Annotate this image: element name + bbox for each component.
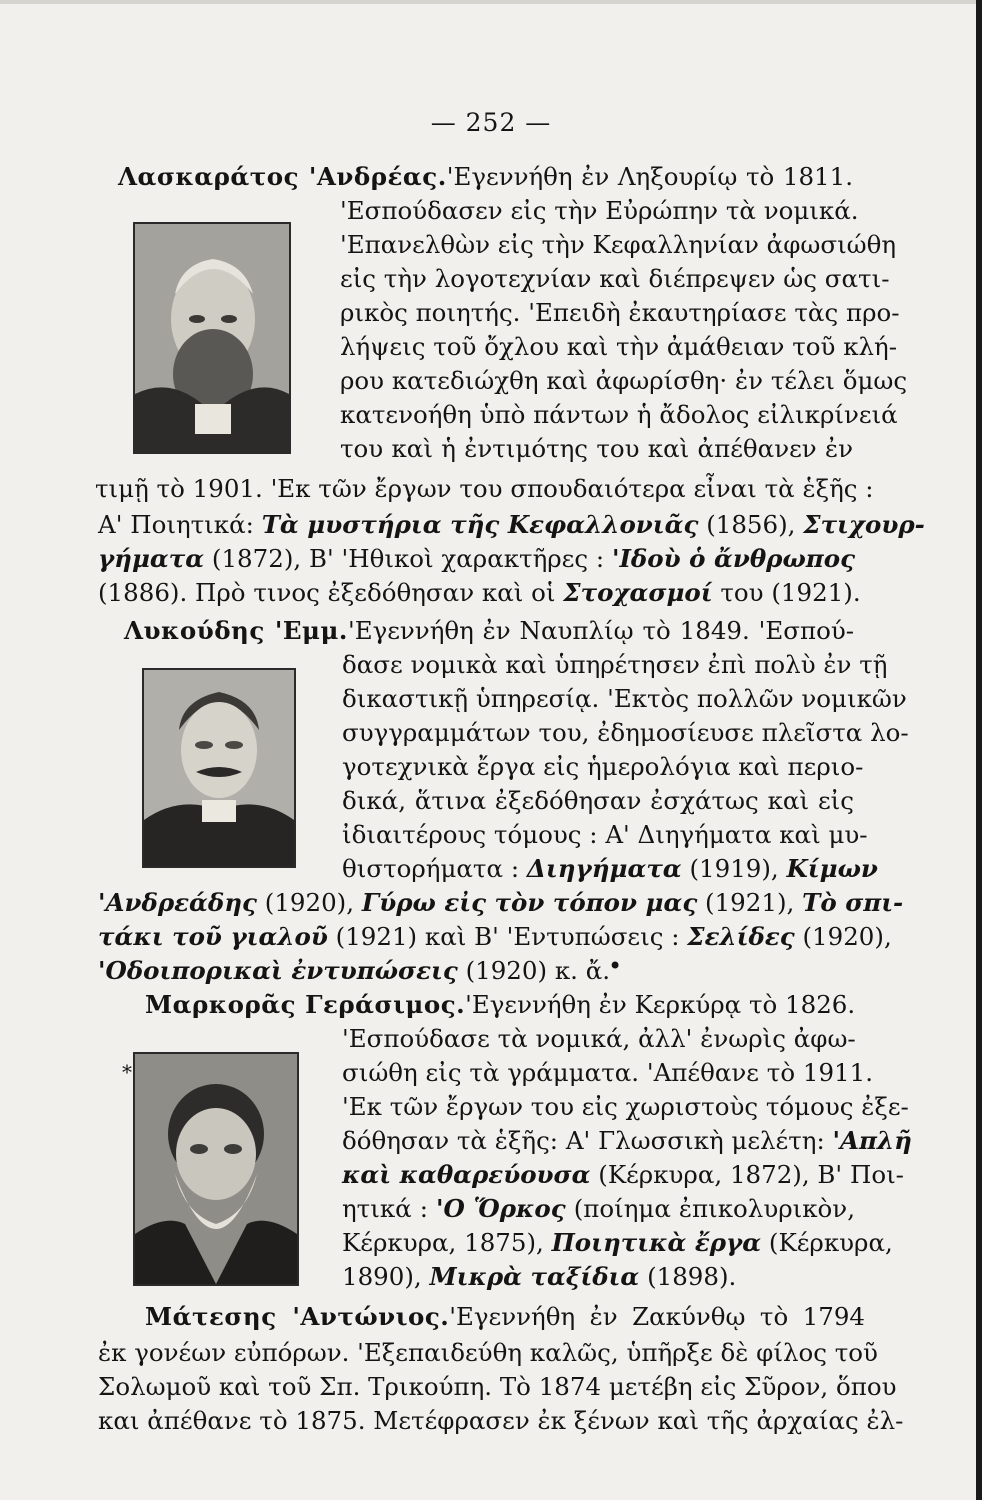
entry-3-line-3: σιώθη εἰς τὰ γράμματα. 'Απέθανε τὸ 1911.	[342, 1058, 873, 1087]
entry-2-name: Λυκούδης 'Εμμ.	[124, 616, 348, 645]
entry-4-line-3: Σολωμοῦ καὶ τοῦ Σπ. Τρικούπη. Τὸ 1874 μετέβη εἰς Σῦρον, ὅπου	[98, 1372, 897, 1401]
entry-1-line-4: εἰς τὴν λογοτεχνίαν καὶ διέπρεψεν ὡς σατι-	[340, 264, 890, 293]
entry-2-line-1: Λυκούδης 'Εμμ.'Εγεννήθη ἐν Ναυπλίῳ τὸ 1849. 'Εσπού-	[124, 616, 854, 645]
entry-4-line-4: και ἀπέθανε τὸ 1875. Μετέφρασεν ἐκ ξένων καὶ τῆς ἀρχαίας ἐλ-	[98, 1406, 904, 1435]
entry-1-line-12: γήματα (1872), Β' 'Ηθικοὶ χαρακτῆρες : 'Ιδοὺ ὁ ἄνθρωπος	[98, 544, 855, 573]
entry-3-line-5: δόθησαν τὰ ἑξῆς: Α' Γλωσσικὴ μελέτη: 'Απλῆ	[342, 1126, 912, 1155]
entry-1-line-13: (1886). Πρὸ τινος ἐξεδόθησαν καὶ οἱ Στοχασμοί του (1921).	[98, 578, 861, 607]
entry-2-line-10: τάκι τοῦ γιαλοῦ (1921) καὶ Β' 'Εντυπώσεις : Σελίδες (1920),	[98, 922, 892, 951]
entry-1-line-2: 'Εσπούδασεν εἰς τὴν Εὐρώπην τὰ νομικά.	[340, 196, 859, 225]
entry-3-line-4: 'Εκ τῶν ἔργων του εἰς χωριστοὺς τόμους ἐξε-	[342, 1092, 909, 1121]
entry-2-line-3: δικαστικῇ ὑπηρεσίᾳ. 'Εκτὸς πολλῶν νομικῶν	[342, 684, 907, 713]
entry-3-line-6: καὶ καθαρεύουσα (Κέρκυρα, 1872), Β' Ποι-	[342, 1160, 904, 1189]
entry-3-line-1: Μαρκορᾶς Γεράσιμος.'Εγεννήθη ἐν Κερκύρᾳ τὸ 1826.	[145, 990, 856, 1019]
entry-1-line-11: Α' Ποιητικά: Τὰ μυστήρια τῆς Κεφαλλονιᾶς (1856), Στιχουρ-	[98, 510, 925, 539]
stray-mark-2: *	[122, 1060, 132, 1084]
entry-4-name: Μάτεσης 'Αντώνιος.	[145, 1302, 450, 1331]
entry-2-line-6: δικά, ἅτινα ἐξεδόθησαν ἐσχάτως καὶ εἰς	[342, 786, 854, 815]
portrait-laskaratos	[133, 222, 291, 454]
page-number: — 252 —	[430, 108, 552, 137]
portrait-lykoudis-image	[144, 670, 294, 866]
stray-mark: •	[608, 952, 623, 980]
portrait-laskaratos-image	[135, 224, 289, 452]
entry-2-line-7: ἰδιαιτέρους τόμους : Α' Διηγήματα καὶ μυ-	[342, 820, 868, 849]
entry-1-line-8: κατενοήθη ὑπὸ πάντων ἡ ἄδολος εἰλικρίνειά	[340, 400, 898, 429]
entry-3-line-7: ητικά : 'Ο Ὅρκος (ποίημα ἐπικολυρικὸν,	[342, 1194, 855, 1223]
entry-1-line-10: τιμῇ τὸ 1901. 'Εκ τῶν ἔργων του σπουδαιότερα εἶναι τὰ ἑξῆς :	[95, 474, 874, 503]
portrait-lykoudis	[142, 668, 296, 868]
entry-2-line-9: 'Ανδρεάδης (1920), Γύρω εἰς τὸν τόπον μας (1921), Τὸ σπι-	[98, 888, 904, 917]
entry-3-line-9: 1890), Μικρὰ ταξίδια (1898).	[342, 1262, 737, 1291]
entry-2-line-8: θιστορήματα : Διηγήματα (1919), Κίμων	[342, 854, 878, 883]
entry-1-line-1: Λασκαράτος 'Ανδρέας.'Εγεννήθη ἐν Ληξουρίῳ τὸ 1811.	[118, 162, 854, 191]
portrait-markoras	[133, 1052, 299, 1286]
entry-1-line-5: ρικὸς ποιητής. 'Επειδὴ ἐκαυτηρίασε τὰς προ-	[340, 298, 900, 327]
entry-2-line-11: 'Οδοιπορικαὶ ἐντυπώσεις (1920) κ. ἄ.	[98, 956, 611, 985]
entry-1-name: Λασκαράτος 'Ανδρέας.	[118, 162, 447, 191]
entry-2-line-5: γοτεχνικὰ ἔργα εἰς ἡμερολόγια καὶ περιο-	[342, 752, 864, 781]
entry-3-line-8: Κέρκυρα, 1875), Ποιητικὰ ἔργα (Κέρκυρα,	[342, 1228, 893, 1257]
entry-1-line-9: του καὶ ἡ ἐντιμότης του καὶ ἀπέθανεν ἐν	[340, 434, 853, 463]
entry-1-line-6: λήψεις τοῦ ὄχλου καὶ τὴν ἀμάθειαν τοῦ κλή-	[340, 332, 898, 361]
portrait-markoras-image	[135, 1054, 297, 1284]
entry-3-line-2: 'Εσπούδασε τὰ νομικά, ἀλλ' ἐνωρὶς ἀφω-	[342, 1024, 856, 1053]
entry-4-line-1: Μάτεσης 'Αντώνιος.'Εγεννήθη ἐν Ζακύνθῳ τὸ 1794	[145, 1302, 866, 1331]
page-top-edge	[0, 0, 982, 4]
entry-1-line-3: 'Επανελθὼν εἰς τὴν Κεφαλληνίαν ἀφωσιώθη	[340, 230, 897, 259]
entry-1-line-7: ρου κατεδιώχθη καὶ ἀφωρίσθη· ἐν τέλει ὅμως	[340, 366, 908, 395]
entry-2-line-2: δασε νομικὰ καὶ ὑπηρέτησεν ἐπὶ πολὺ ἐν τῇ	[342, 650, 888, 679]
entry-4-line-2: ἐκ γονέων εὐπόρων. 'Εξεπαιδεύθη καλῶς, ὑπῆρξε δὲ φίλος τοῦ	[98, 1338, 878, 1367]
page-right-edge	[976, 0, 982, 1500]
entry-2-line-4: συγγραμμάτων του, ἐδημοσίευσε πλεῖστα λο-	[342, 718, 909, 747]
entry-3-name: Μαρκορᾶς Γεράσιμος.	[145, 990, 466, 1019]
